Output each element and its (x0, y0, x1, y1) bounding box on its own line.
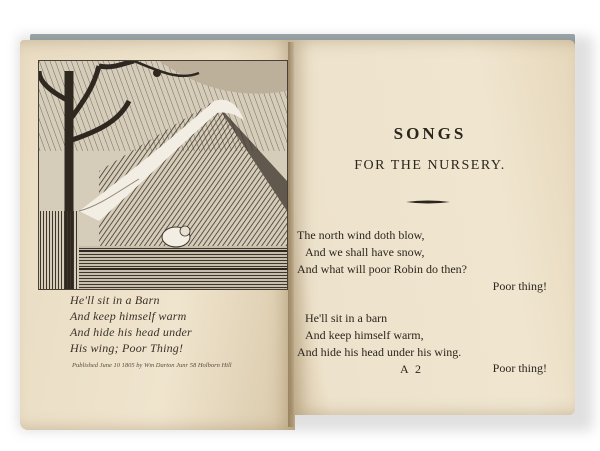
page-subtitle: FOR THE NURSERY. (354, 158, 506, 173)
caption-line: And hide his head under (70, 325, 192, 339)
verse-line: And keep himself warm, (305, 328, 424, 342)
publisher-imprint: Published June 10 1805 by Wm Darton Junr 58 Holborn Hill (72, 362, 232, 369)
verse-refrain: Poor thing! (492, 279, 547, 293)
verse-line: And hide his head under his wing. (297, 345, 462, 359)
caption-line: He'll sit in a Barn (70, 293, 160, 307)
verse-line: He'll sit in a barn (305, 311, 388, 325)
caption-line: And keep himself warm (70, 309, 187, 323)
verse-line: The north wind doth blow, (297, 228, 425, 242)
page-title: SONGS (393, 124, 467, 143)
rule-ornament (406, 200, 450, 204)
book-gutter (288, 42, 294, 427)
illustration-caption (70, 292, 192, 356)
stanza-2 (297, 310, 547, 361)
robin-barn-engraving (39, 61, 287, 289)
verse-refrain: Poor thing! (492, 361, 547, 375)
signature-mark: A 2 (400, 362, 424, 376)
verse-line: And what will poor Robin do then? (297, 262, 467, 276)
engraving-illustration (38, 60, 288, 290)
verse-line: And we shall have snow, (305, 245, 425, 259)
caption-line: His wing; Poor Thing! (70, 341, 184, 355)
stanza-1 (297, 227, 547, 295)
